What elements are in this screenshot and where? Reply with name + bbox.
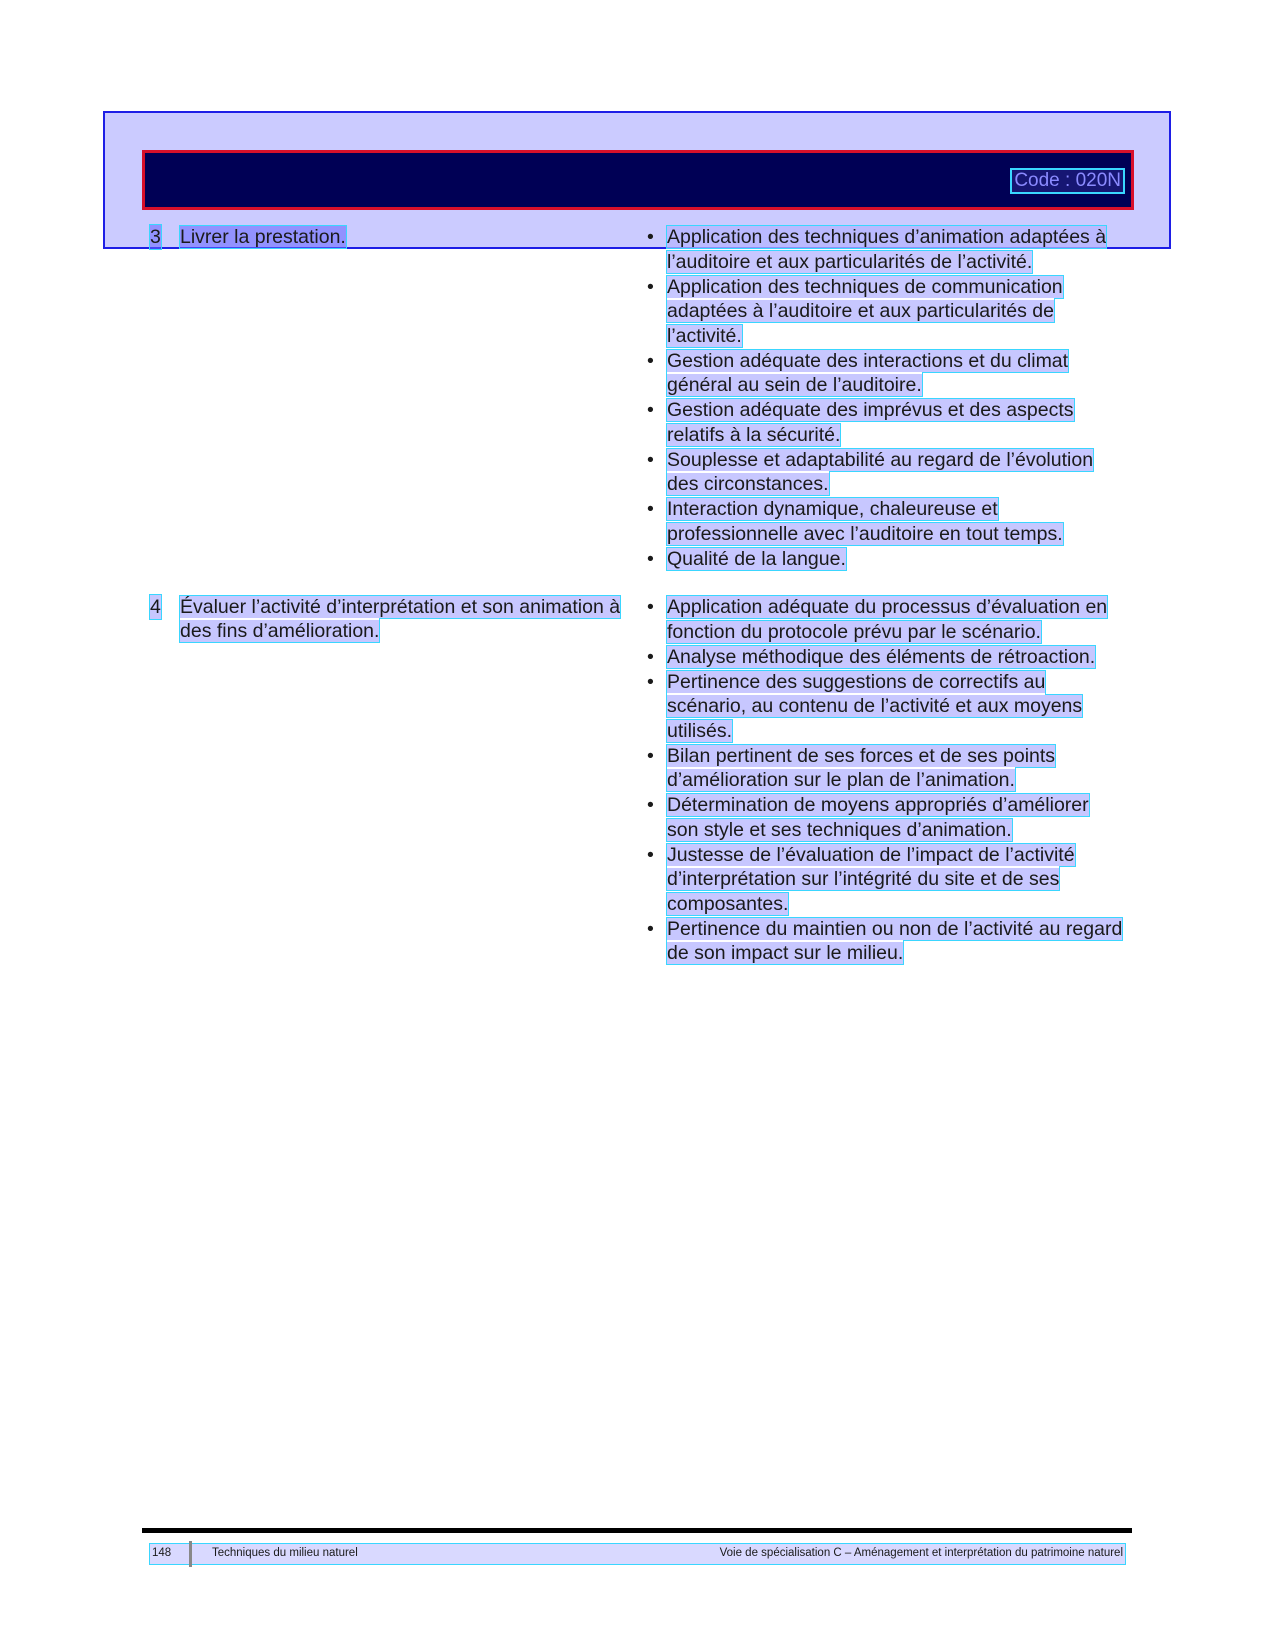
criteria-list-4 (645, 595, 1125, 966)
criterion-text: Application des techniques de communication adaptées à l’auditoire et aux particularités de l’activité. (667, 275, 1063, 347)
bullet-icon: • (647, 670, 654, 693)
bullet-icon: • (647, 744, 654, 767)
criterion-text: Gestion adéquate des interactions et du climat général au sein de l’auditoire. (667, 349, 1069, 396)
criterion (645, 670, 1125, 744)
bullet-icon: • (647, 448, 654, 471)
specialization-name: Voie de spécialisation C – Aménagement et interprétation du patrimoine naturel (719, 1547, 1123, 1559)
footer-rule (142, 1528, 1132, 1533)
criterion-text: Application adéquate du processus d’évaluation en fonction du protocole prévu par le scénario. (667, 596, 1108, 643)
footer-separator (189, 1541, 192, 1567)
page-footer (150, 1544, 1125, 1564)
bullet-icon: • (647, 794, 654, 816)
page-number: 148 (152, 1547, 172, 1559)
criterion-text: Pertinence du maintien ou non de l’activité au regard de son impact sur le milieu. (667, 917, 1123, 964)
criterion (645, 398, 1125, 447)
bullet-icon: • (647, 645, 654, 668)
step-number: 4 (150, 596, 161, 618)
criterion-text: Qualité de la langue. (667, 547, 846, 570)
criterion (645, 275, 1125, 349)
bullet-icon: • (647, 596, 654, 618)
criterion (645, 744, 1125, 793)
criterion (645, 448, 1125, 497)
step-title-text: Livrer la prestation. (180, 226, 346, 248)
criterion-text: Bilan pertinent de ses forces et de ses points d’amélioration sur le plan de l’animation. (667, 744, 1056, 791)
bullet-icon: • (647, 399, 654, 421)
criterion (645, 843, 1125, 917)
bullet-icon: • (647, 843, 654, 866)
step-title (180, 595, 640, 643)
criterion-text: Application des techniques d’animation adaptées à l’auditoire et aux particularités de l’activité. (667, 226, 1107, 273)
criterion-text: Pertinence des suggestions de correctifs au scénario, au contenu de l’activité et aux moyens utilisés. (667, 670, 1083, 742)
bullet-icon: • (647, 349, 654, 372)
criterion (645, 917, 1125, 966)
criteria-list-3 (645, 225, 1125, 572)
bullet-icon: • (647, 275, 654, 298)
criterion-text: Souplesse et adaptabilité au regard de l’évolution des circonstances. (667, 448, 1094, 495)
criterion-text: Interaction dynamique, chaleureuse et professionnelle avec l’auditoire en tout temps. (667, 498, 1063, 545)
bullet-icon: • (647, 498, 654, 520)
criterion-text: Détermination de moyens appropriés d’améliorer son style et ses techniques d’animation. (667, 794, 1089, 841)
header-bar (142, 150, 1134, 210)
criterion (645, 547, 1125, 572)
criterion-text: Analyse méthodique des éléments de rétroaction. (667, 645, 1096, 668)
step-title-text: Évaluer l’activité d’interprétation et son animation à des fins d’amélioration. (180, 596, 621, 642)
step-number: 3 (150, 226, 161, 248)
step-title (180, 225, 640, 249)
criterion (645, 349, 1125, 398)
criterion-text: Gestion adéquate des imprévus et des aspects relatifs à la sécurité. (667, 399, 1074, 446)
criterion (645, 497, 1125, 546)
criterion (645, 645, 1125, 670)
bullet-icon: • (647, 226, 654, 248)
criterion (645, 793, 1125, 842)
bullet-icon: • (647, 917, 654, 940)
criterion-text: Justesse de l’évaluation de l’impact de l’activité d’interprétation sur l’intégrité du site et de ses composantes. (667, 843, 1075, 915)
course-code: Code : 020N (1014, 170, 1121, 191)
bullet-icon: • (647, 547, 654, 570)
criterion (645, 595, 1125, 644)
program-name: Techniques du milieu naturel (212, 1547, 358, 1559)
criterion (645, 225, 1125, 274)
